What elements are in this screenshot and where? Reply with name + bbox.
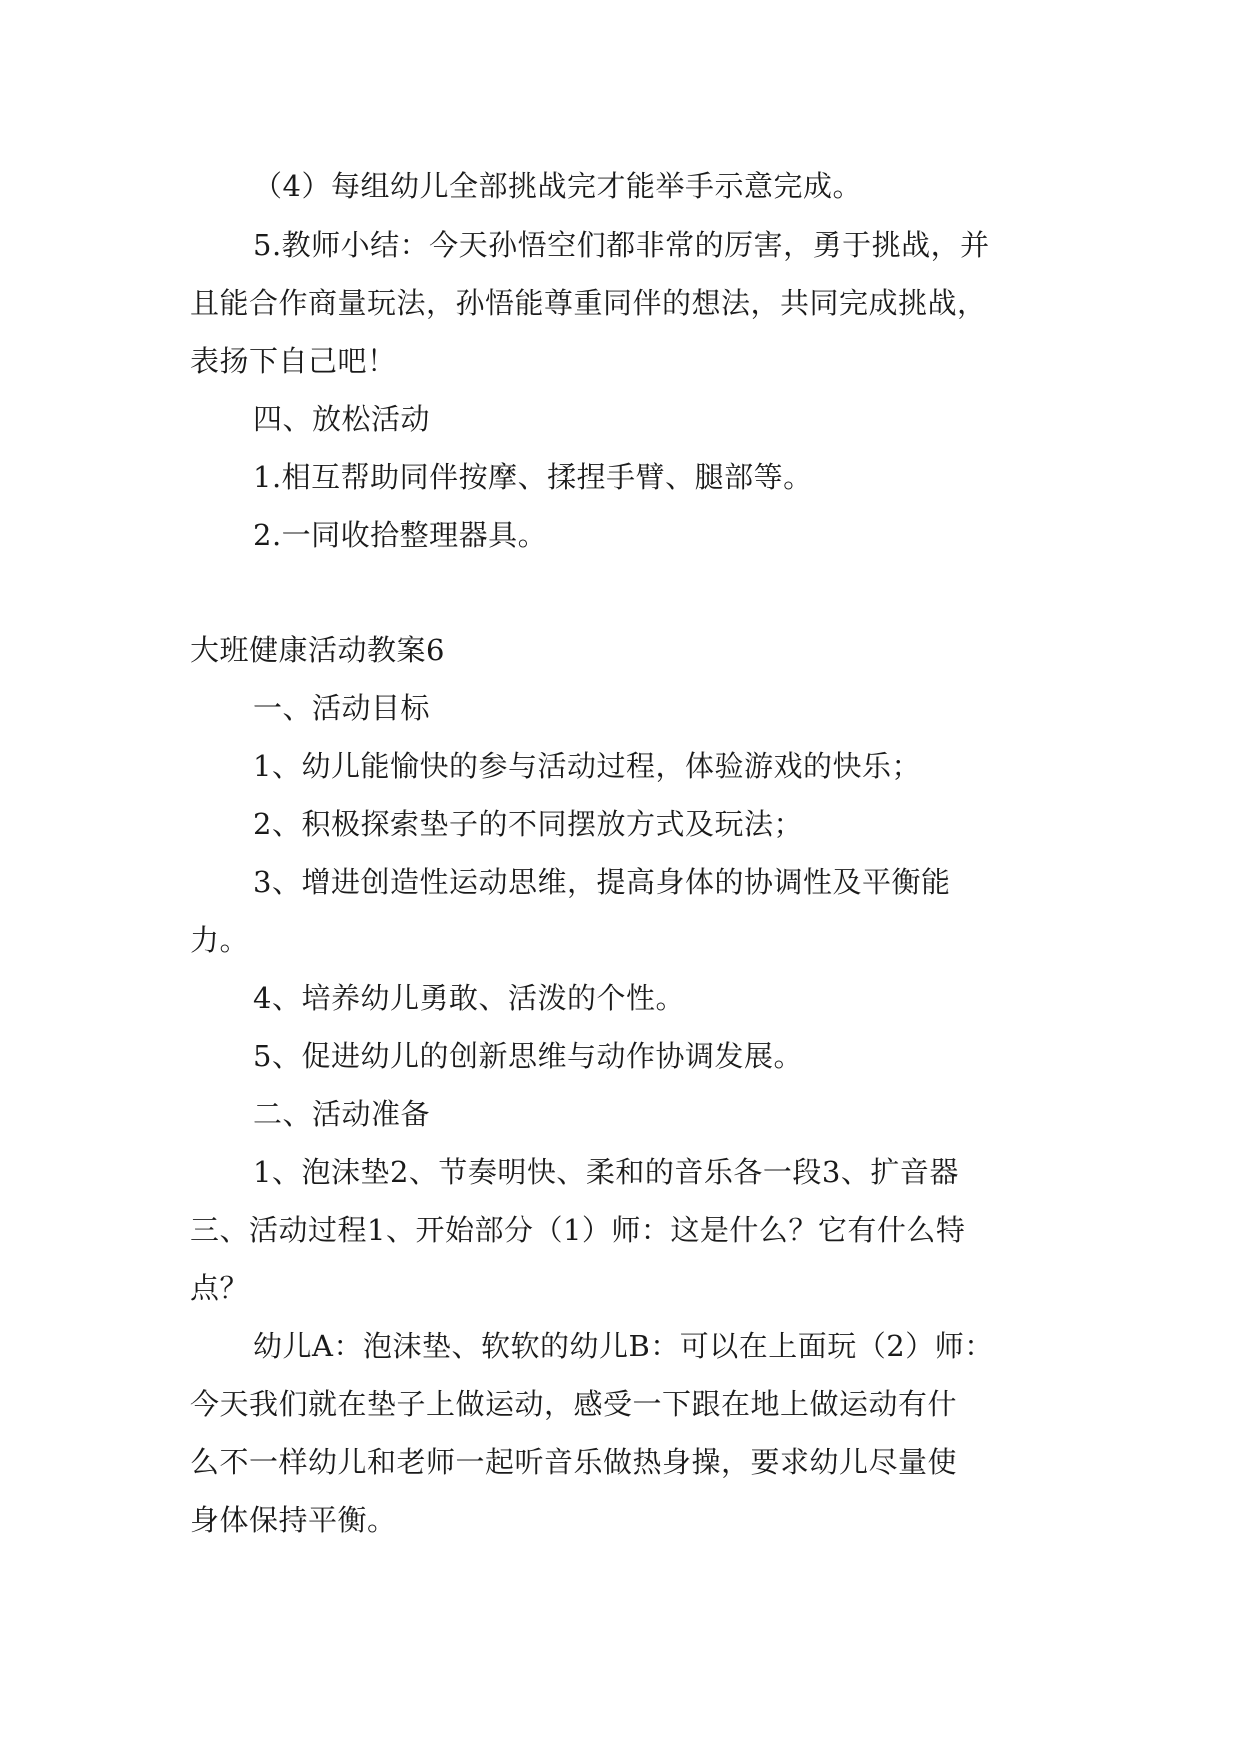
text-line: 3、增进创造性运动思维，提高身体的协调性及平衡能: [253, 865, 951, 899]
text-line: 身体保持平衡。: [190, 1503, 397, 1537]
section-heading: 一、活动目标: [253, 691, 431, 725]
text-line: 表扬下自己吧！: [190, 344, 397, 378]
text-line: 1、泡沫垫2、节奏明快、柔和的音乐各一段3、扩音器: [253, 1155, 959, 1189]
text-line: （4）每组幼儿全部挑战完才能举手示意完成。: [253, 169, 862, 203]
text-line: 1、幼儿能愉快的参与活动过程，体验游戏的快乐；: [253, 749, 921, 783]
text-line: 2、积极探索垫子的不同摆放方式及玩法；: [253, 807, 803, 841]
text-line: 1.相互帮助同伴按摩、揉捏手臂、腿部等。: [253, 460, 813, 494]
text-line: 力。: [190, 923, 250, 957]
section-heading: 二、活动准备: [253, 1097, 431, 1131]
text-line: 4、培养幼儿勇敢、活泼的个性。: [253, 981, 685, 1015]
text-line: 5.教师小结：今天孙悟空们都非常的厉害，勇于挑战，并: [253, 228, 990, 262]
document-title: 大班健康活动教案6: [190, 633, 445, 667]
text-line: 5、促进幼儿的创新思维与动作协调发展。: [253, 1039, 803, 1073]
text-line: 幼儿A：泡沫垫、软软的幼儿B：可以在上面玩（2）师：: [253, 1329, 994, 1363]
text-line: 今天我们就在垫子上做运动，感受一下跟在地上做运动有什: [190, 1387, 958, 1421]
text-line: 点？: [190, 1271, 250, 1305]
section-heading: 四、放松活动: [253, 402, 431, 436]
text-line: 么不一样幼儿和老师一起听音乐做热身操，要求幼儿尽量使: [190, 1445, 958, 1479]
text-line: 2.一同收拾整理器具。: [253, 518, 548, 552]
text-line: 三、活动过程1、开始部分（1）师：这是什么？它有什么特: [190, 1213, 966, 1247]
text-line: 且能合作商量玩法，孙悟能尊重同伴的想法，共同完成挑战，: [190, 286, 987, 320]
